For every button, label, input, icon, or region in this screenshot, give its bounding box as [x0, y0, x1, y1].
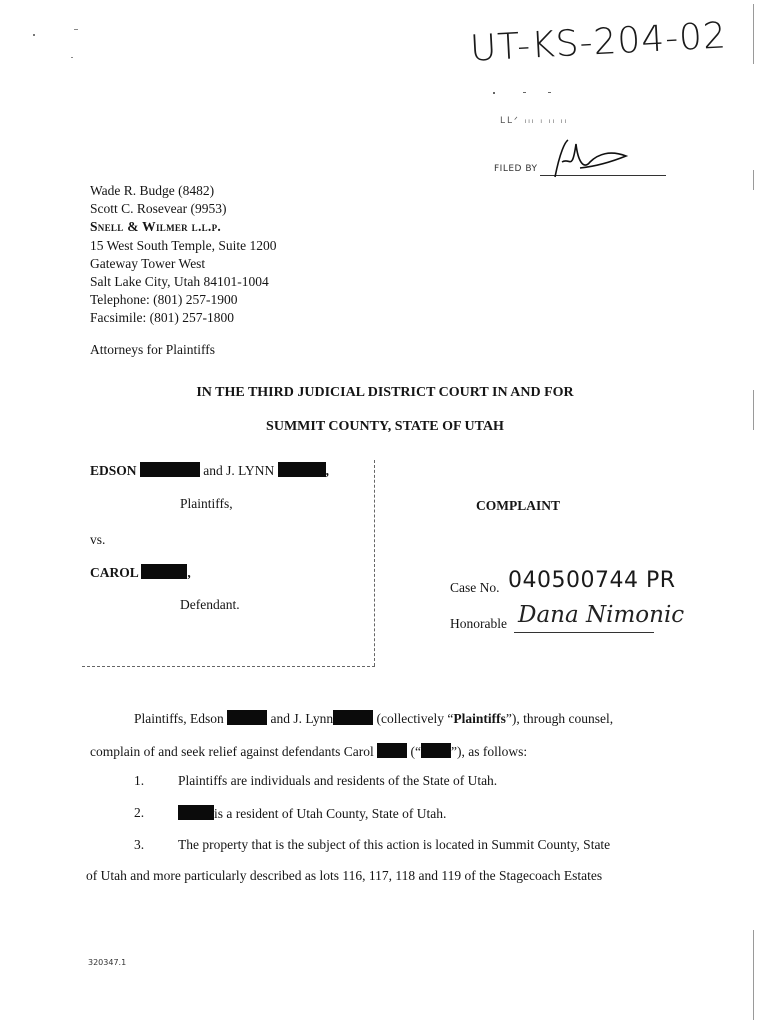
paragraph-number: 1.	[134, 773, 145, 788]
scan-speck	[33, 34, 35, 36]
attorney-line: Salt Lake City, Utah 84101-1004	[90, 274, 269, 290]
intro-text: complain of and seek relief against defendants Carol	[90, 744, 374, 759]
intro-text: Plaintiffs, Edson	[134, 711, 224, 726]
court-heading: IN THE THIRD JUDICIAL DISTRICT COURT IN AND FOR	[196, 385, 574, 400]
attorney-line: Wade R. Budge (8482)	[90, 183, 215, 198]
paragraph-text: is a resident of Utah County, State of Utah.	[214, 806, 447, 821]
redaction-bar	[377, 743, 407, 758]
caption-comma: ,	[325, 463, 330, 478]
attorney-line: 15 West South Temple, Suite 1200	[90, 237, 277, 253]
redaction-bar	[333, 710, 373, 725]
attorney-line: Telephone: (801) 257-1900	[90, 292, 238, 308]
document-id: 320347.1	[88, 958, 127, 967]
handwritten-case-code: UT-KS-204-02	[469, 15, 728, 70]
intro-text: ”), through counsel,	[505, 711, 614, 726]
caption-bottom-rule	[82, 666, 375, 668]
intro-line-2	[90, 743, 527, 760]
honorable-label: Honorable	[450, 616, 507, 631]
paragraph-number: 2.	[134, 805, 145, 820]
paragraph-number: 3.	[134, 837, 145, 852]
stamp-dots	[493, 92, 553, 94]
paragraph-continuation: of Utah and more particularly described as lots 116, 117, 118 and 119 of the Stagecoach Estates	[86, 868, 603, 883]
edge-mark	[753, 170, 754, 190]
law-firm-name: Snell & Wilmer l.l.p.	[90, 219, 222, 235]
intro-text: ”), as follows:	[451, 744, 528, 759]
court-county: SUMMIT COUNTY, STATE OF UTAH	[266, 419, 504, 434]
case-number-label: Case No.	[450, 580, 500, 595]
attorney-line: Gateway Tower West	[90, 255, 206, 271]
attorney-line: Facsimile: (801) 257-1800	[90, 310, 234, 326]
edge-mark	[753, 930, 754, 1020]
document-title: COMPLAINT	[476, 498, 560, 513]
attorney-line: Scott C. Rosevear (9953)	[90, 201, 227, 217]
paragraph-text: Plaintiffs are individuals and residents of the State of Utah.	[178, 773, 498, 788]
redaction-bar	[421, 743, 451, 758]
clerk-signature	[540, 132, 640, 182]
redaction-bar	[278, 462, 326, 477]
attorney-block	[90, 182, 276, 328]
plaintiffs-label: Plaintiffs,	[180, 496, 233, 511]
caption-defendant-name	[90, 564, 191, 581]
redaction-bar	[141, 564, 187, 579]
attorney-role: Attorneys for Plaintiffs	[90, 342, 215, 357]
defendant-label: Defendant.	[180, 597, 240, 612]
caption-comma: ,	[187, 565, 191, 580]
caption-plaintiffs-names	[90, 462, 329, 479]
intro-text: and J. Lynn	[270, 711, 334, 726]
redaction-bar	[178, 805, 214, 820]
defined-term: Plaintiffs	[453, 711, 506, 726]
intro-text: (“	[410, 744, 422, 759]
judge-name-handwritten: Dana Nimonic	[518, 602, 685, 628]
scan-speck	[71, 57, 73, 58]
defendant-first-name: CAROL	[90, 565, 139, 580]
scan-speck	[74, 29, 78, 30]
paragraph-text: The property that is the subject of this action is located in Summit County, State	[178, 837, 611, 852]
plaintiff-second-name: and J. LYNN	[203, 463, 275, 478]
redaction-bar	[227, 710, 267, 725]
versus-label: vs.	[90, 532, 106, 547]
judge-signature-line	[514, 632, 654, 633]
intro-text: (collectively “	[376, 711, 454, 726]
intro-line-1	[134, 710, 613, 727]
caption-vertical-divider	[374, 460, 376, 666]
case-number-handwritten: 040500744 PR	[508, 568, 676, 593]
paragraph-2	[178, 805, 446, 822]
redaction-bar	[140, 462, 200, 477]
edge-mark	[753, 4, 754, 64]
received-stamp-text: ᒪᒪᐟ ᵢᵢᵢ ᵢ ᵢᵢ ᵢᵢ	[500, 116, 569, 126]
filed-by-label: FILED BY	[494, 164, 538, 174]
plaintiff-first-name: EDSON	[90, 463, 137, 478]
